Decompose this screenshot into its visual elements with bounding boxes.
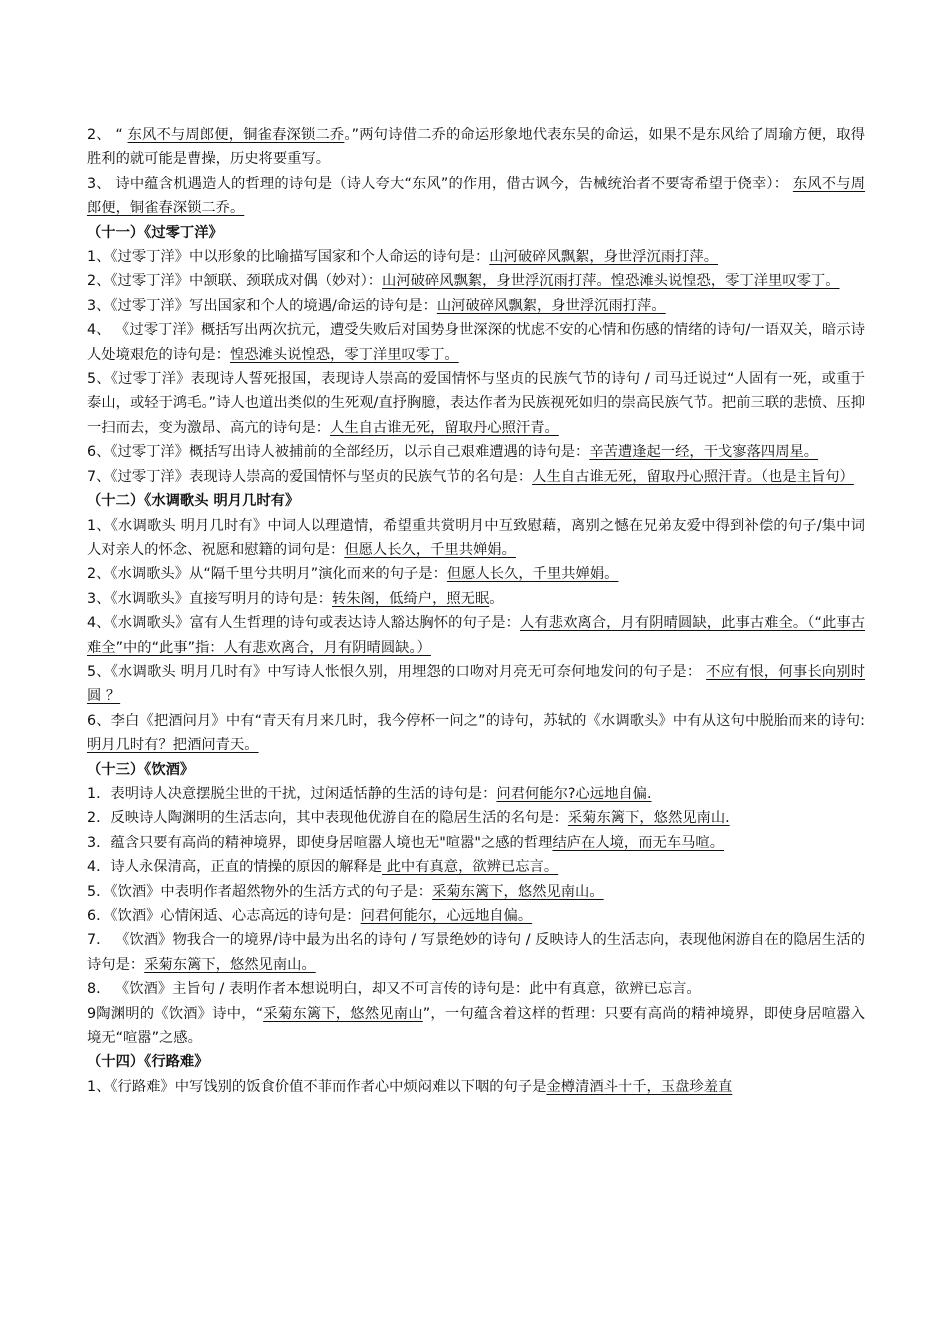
paragraph xyxy=(87,562,865,586)
paragraph xyxy=(87,318,865,367)
underlined-answer: 惶恐滩头说惶恐，零丁洋里叹零丁。 xyxy=(229,346,459,363)
underlined-answer: 东风不与周郎便，铜雀春深锁二乔 xyxy=(127,127,345,143)
text-run: 1、《过零丁洋》中以形象的比喻描写国家和个人命运的诗句是： xyxy=(87,249,490,266)
underlined-answer: 采菊东篱下，悠然见南山。 xyxy=(144,956,316,973)
paragraph xyxy=(87,660,865,709)
underlined-answer: 转朱阁，低绮户，照无眠 xyxy=(332,590,490,607)
paragraph xyxy=(87,904,865,928)
paragraph xyxy=(87,806,865,830)
underlined-answer: 结庐在人境，而无车马喧。 xyxy=(552,834,725,851)
underlined-answer: 山河破碎风飘絮，身世浮沉雨打萍。 xyxy=(436,297,666,314)
text-run: 。”两句诗借二乔的命运形象地代表东吴的命运，如果不是东风给了周瑜方便，取得胜利的就可能是曹操，历史将要重写。 xyxy=(87,127,865,168)
underlined-answer: 此中有真意，欲辨已忘言。 xyxy=(382,859,559,876)
section-heading xyxy=(87,758,865,782)
text-run: 。 xyxy=(489,590,504,607)
text-run: 2、《水调歌头》从“隔千里兮共明月”演化而来的句子是： xyxy=(87,566,447,583)
text-run: 7． 《饮酒》物我合一的境界/诗中最为出名的诗句 / 写景绝妙的诗句 / 反映诗人的生活志向，表现他闲游自在的隐居生活的诗句是： xyxy=(87,932,865,973)
paragraph xyxy=(87,269,865,293)
underlined-answer: 人生自古谁无死，留取丹心照汗青。（也是主旨句） xyxy=(532,468,854,485)
underlined-answer: 明月几时有？把酒问青天。 xyxy=(87,737,259,754)
text-run: 2、《过零丁洋》中颔联、颈联成对偶（妙对）： xyxy=(87,273,383,290)
paragraph xyxy=(87,611,865,660)
document-page xyxy=(87,123,865,1099)
paragraph xyxy=(87,1002,865,1051)
text-run: 6．《饮酒》心情闲适、心志高远的诗句是： xyxy=(87,908,361,924)
text-run: 3、《水调歌头》直接写明月的诗句是： xyxy=(87,590,332,607)
underlined-answer: 人生自古谁无死，留取丹心照汗青。 xyxy=(330,419,559,436)
underlined-answer: 东风不与周郎便，铜雀春深锁二乔。 xyxy=(87,175,866,217)
underlined-answer: 山河破碎风飘絮，身世浮沉雨打萍。 xyxy=(489,249,719,266)
paragraph xyxy=(87,1075,865,1099)
text-run: 6、李白《把酒问月》中有“青天有月来几时，我今停杯一问之”的诗句，苏轼的《水调歌头》中有从这句中脱胎而来的诗句: xyxy=(87,712,865,729)
underlined-answer: 问君何能尔?心远地自偏. xyxy=(496,785,652,802)
text-run: （十一）《过零丁洋》 xyxy=(87,224,223,241)
text-run: 8． 《饮酒》主旨句 / 表明作者本想说明白，却又不可言传的诗句是：此中有真意，欲辨已忘言。 xyxy=(87,981,701,998)
underlined-answer: 但愿人长久，千里共婵娟。 xyxy=(446,566,619,583)
text-run: 4、 《过零丁洋》概括写出两次抗元，遭受失败后对国势身世深深的忧虑不安的心情和伤感的情绪的诗句/一语双关，暗示诗人处境艰危的诗句是： xyxy=(87,322,865,363)
text-run: 2、 “ xyxy=(87,127,128,143)
text-run: 3、 诗中蕴含机遇造人的哲理的诗句是（诗人夸大“东风”的作用，借古讽今，告械统治者不要寄希望于侥幸）： xyxy=(87,175,793,192)
text-run: （十四）《行路难》 xyxy=(87,1054,209,1071)
text-run: 6、《过零丁洋》概括写出诗人被捕前的全部经历，以示自己艰难遭遇的诗句是： xyxy=(87,444,590,461)
paragraph xyxy=(87,172,865,221)
text-run: （十二）《水调歌头 明月几时有》 xyxy=(87,493,300,510)
underlined-answer: 采菊东篱下，悠然见南山. xyxy=(567,810,730,827)
paragraph xyxy=(87,245,865,269)
paragraph xyxy=(87,294,865,318)
section-heading xyxy=(87,1050,865,1074)
text-run: 7、《过零丁洋》表现诗人崇高的爱国情怀与坚贞的民族气节的名句是： xyxy=(87,468,533,485)
paragraph xyxy=(87,514,865,563)
text-run: 2．反映诗人陶渊明的生活志向，其中表现他优游自在的隐居生活的名句是： xyxy=(87,810,568,827)
paragraph xyxy=(87,440,865,464)
text-run: 1、《水调歌头 明月几时有》中词人以理遣情，希望重共赏明月中互致慰藉，离别之憾在兄弟友爱中得到补偿的句子/集中词人对亲人的怀念、祝愿和慰籍的词句是： xyxy=(87,517,865,558)
paragraph xyxy=(87,782,865,806)
paragraph xyxy=(87,977,865,1001)
text-run: 4、《水调歌头》富有人生哲理的诗句或表达诗人豁达胸怀的句子是： xyxy=(87,615,520,632)
paragraph xyxy=(87,465,865,489)
paragraph xyxy=(87,855,865,879)
paragraph xyxy=(87,123,865,172)
paragraph xyxy=(87,928,865,977)
text-run: （十三）《饮酒》 xyxy=(87,761,195,778)
underlined-answer: 采菊东篱下，悠然见南山 xyxy=(263,1005,423,1022)
paragraph xyxy=(87,831,865,855)
underlined-answer: 不应有恨，何事长向别时圆 ？ xyxy=(87,663,866,705)
text-run: ”，一句蕴含着这样的哲理：只要有高尚的精神境界，即使身居喧嚣入境无“喧嚣”之感。 xyxy=(87,1005,866,1047)
underlined-answer: 问君何能尔，心远地自偏。 xyxy=(360,908,533,924)
text-run: 4．诗人永保清高，正直的情操的原因的解释是 xyxy=(87,859,383,876)
paragraph xyxy=(87,587,865,611)
paragraph xyxy=(87,880,865,904)
paragraph xyxy=(87,709,865,758)
underlined-answer: 辛苦遭逢起一经，干戈寥落四周星。 xyxy=(589,444,819,461)
section-heading xyxy=(87,489,865,513)
underlined-answer: 采菊东篱下，悠然见南山。 xyxy=(432,883,604,900)
underlined-answer: 但愿人长久，千里共婵娟。 xyxy=(344,541,516,558)
text-run: 1．表明诗人决意摆脱尘世的干扰，过闲适恬静的生活的诗句是： xyxy=(87,785,497,802)
paragraph xyxy=(87,367,865,440)
text-run: 3．蕴含只要有高尚的精神境界，即使身居喧嚣人境也无"喧嚣"之感的哲理 xyxy=(87,834,553,851)
underlined-answer: 山河破碎风飘絮，身世浮沉雨打萍。惶恐滩头说惶恐，零丁洋里叹零丁。 xyxy=(382,273,840,290)
underlined-answer: 金樽清酒斗十千，玉盘珍羞直 xyxy=(546,1078,733,1095)
text-run: 1、《行路难》中写饯别的饭食价值不菲而作者心中烦闷难以下咽的句子是 xyxy=(87,1078,547,1095)
text-run: 5、《水调歌头 明月几时有》中写诗人怅恨久别，用埋怨的口吻对月亮无可奈何地发问的句子是： xyxy=(87,663,707,680)
text-run: 3、《过零丁洋》写出国家和个人的境遇/命运的诗句是： xyxy=(87,297,437,314)
section-heading xyxy=(87,221,865,245)
text-run: 5．《饮酒》中表明作者超然物外的生活方式的句子是： xyxy=(87,883,433,900)
text-run: 5、《过零丁洋》表现诗人誓死报国，表现诗人崇高的爱国情怀与坚贞的民族气节的诗句 / 司马迁说过“人固有一死，或重于泰山，或轻于鸿毛。”诗人也道出类似的生死观/直抒胸臆，表达作者为民族视死如归的崇高民族气节。把前三联的悲愤、压抑一扫而去，变为激昂、高亢的诗句是： xyxy=(87,371,865,436)
text-run: 9陶渊明的《饮酒》诗中，“ xyxy=(87,1005,264,1022)
underlined-answer: 人有悲欢离合，月有阴晴圆缺，此事古难全。（“此事古难全”中的“此事”指：人有悲欢离合，月有阴晴圆缺。） xyxy=(87,615,865,656)
